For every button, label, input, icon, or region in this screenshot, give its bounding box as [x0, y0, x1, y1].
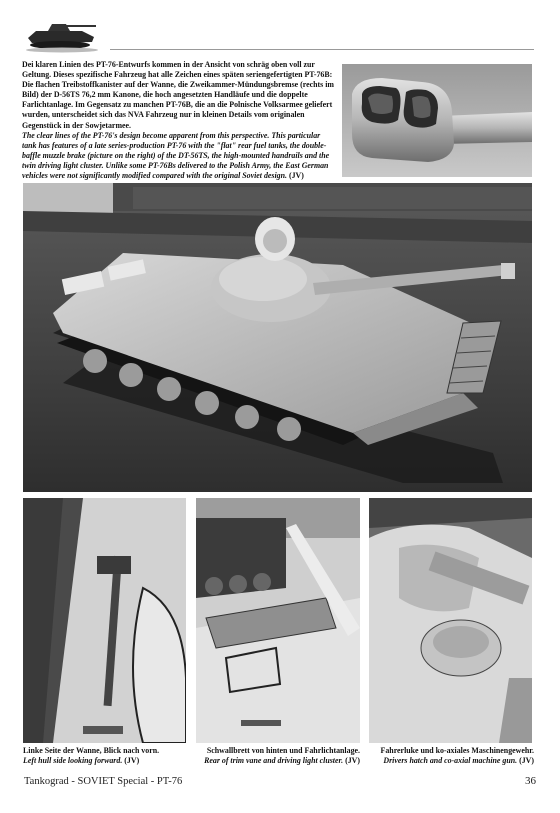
caption-trim-vane-credit: (JV): [345, 756, 360, 765]
caption-drivers-hatch-english: Drivers hatch and co-axial machine gun.: [383, 756, 518, 765]
intro-credit: (JV): [288, 171, 304, 181]
photo-muzzle-brake: [342, 64, 532, 177]
photo-main-tank: [23, 183, 532, 492]
tank-logo: [22, 12, 102, 54]
caption-left-hull: [23, 746, 193, 766]
caption-trim-vane: [180, 746, 360, 766]
footer-title: Tankograd - SOVIET Special - PT-76: [24, 776, 183, 787]
caption-trim-vane-german: Schwallbrett von hinten und Fahrlichtanlage.: [206, 746, 360, 755]
caption-left-hull-english: Left hull side looking forward.: [23, 756, 123, 765]
header-rule: [110, 49, 534, 50]
caption-drivers-hatch: [362, 746, 534, 766]
page-number: 36: [525, 775, 536, 787]
caption-drivers-hatch-german: Fahrerluke und ko-axiales Maschinengewehr.: [380, 746, 534, 755]
caption-left-hull-credit: (JV): [124, 756, 140, 765]
caption-trim-vane-english: Rear of trim vane and driving light cluster.: [204, 756, 344, 765]
intro-text: [22, 60, 336, 181]
intro-german: Dei klaren Linien des PT-76-Entwurfs kommen in der Ansicht von schräg oben voll zur Geltung. Dieses spezifische Fahrzeug hat alle Zeichen eines späten seriengefertigten PT-76B: Die flachen Treibstoffkanister auf der Wanne, die Zweikammer-Mündungsbremse (rechts im Bild) der D-56TS 76,2 mm Kanone, die hoch angesetzten Handläufe und die doppelte Farlichtanlage. Im Gegensatz zu manchen PT-76B, die an die Polnische Volksarmee geliefert wurden, unterscheidet sich das NVA Fahrzeug nur in kleinen Details vom originalen Gegenstück in der Sowjetarmee.: [22, 60, 334, 130]
photo-left-hull-side: [23, 498, 186, 743]
photo-drivers-hatch: [369, 498, 532, 743]
photo-trim-vane-rear: [196, 498, 360, 743]
caption-drivers-hatch-credit: (JV): [519, 756, 534, 765]
intro-english: The clear lines of the PT-76's design become apparent from this perspective. This particular tank has features of a late series-production PT-76 with the "flat" rear fuel tanks, the double-baffle muzzle brake (picture on the right) of the DT-56TS, the high-mounted handrails and the twin driving light cluster. Unlike some PT-76Bs delivered to the Polish Army, the East German vehicles were not significantly modified compared with the original Soviet design.: [22, 130, 330, 181]
caption-left-hull-german: Linke Seite der Wanne, Blick nach vorn.: [23, 746, 160, 755]
